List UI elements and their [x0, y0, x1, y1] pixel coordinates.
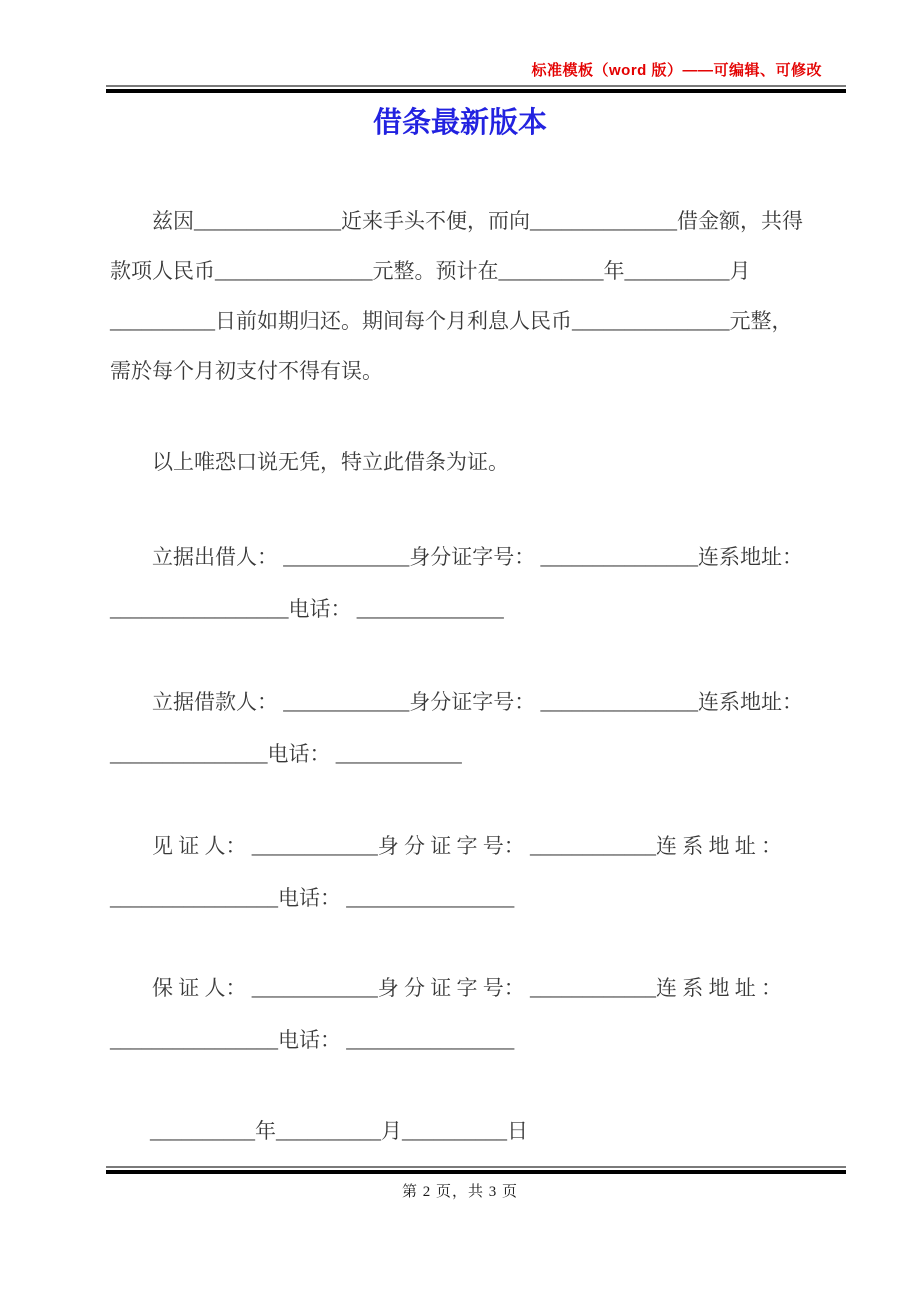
body-line: _______________电话： ____________ — [110, 742, 462, 766]
date-line — [110, 1106, 830, 1156]
declaration-paragraph — [110, 437, 830, 487]
body-line: __________日前如期归还。期间每个月利息人民币_______________元整， — [110, 309, 793, 333]
body-line: ________________电话： ________________ — [110, 886, 515, 910]
page-number: 第 2 页，共 3 页 — [401, 1184, 518, 1200]
body-line: __________年__________月__________日 — [150, 1119, 528, 1143]
signature-block-borrower — [110, 676, 830, 780]
body-line: 需於每个月初支付不得有误。 — [110, 359, 383, 383]
body-line: _________________电话： ______________ — [110, 597, 504, 621]
signature-block-guarantor — [110, 962, 830, 1066]
signature-block-lender — [110, 531, 830, 635]
body-line: 立据出借人： ____________身分证字号： _______________连系地址： — [152, 545, 803, 569]
body-line: 立据借款人： ____________身分证字号： _______________连系地址： — [152, 690, 803, 714]
body-line: 兹因______________近来手头不便，而向______________借金额，共得 — [152, 209, 803, 233]
footer-divider-rule — [106, 1166, 846, 1174]
body-line: 见 证 人： ____________身 分 证 字 号： ____________连 系 地 址 ： — [152, 834, 782, 858]
body-line: 以上唯恐口说无凭，特立此借条为证。 — [152, 450, 509, 474]
intro-paragraph — [110, 196, 830, 396]
body-line: 款项人民币_______________元整。预计在__________年__________月 — [110, 259, 751, 283]
header-watermark: 标准模板（word 版）——可编辑、可修改 — [531, 62, 822, 79]
body-line: ________________电话： ________________ — [110, 1028, 515, 1052]
signature-block-witness — [110, 820, 830, 924]
header-divider-rule — [106, 85, 846, 93]
page-title: 借条最新版本 — [372, 107, 547, 139]
body-line: 保 证 人： ____________身 分 证 字 号： ____________连 系 地 址 ： — [152, 976, 782, 1000]
